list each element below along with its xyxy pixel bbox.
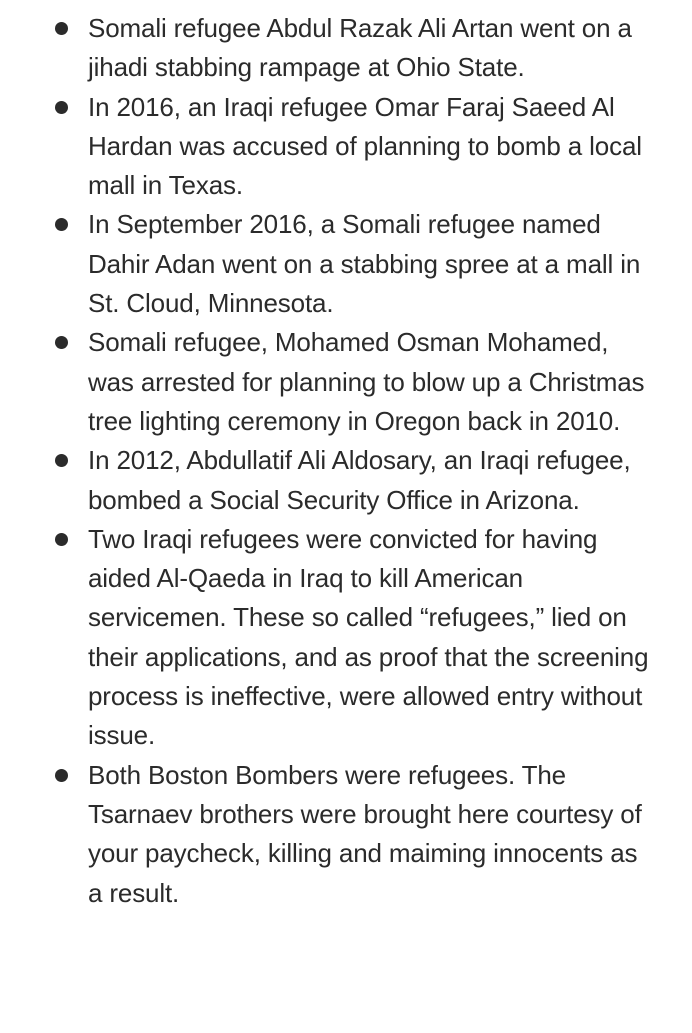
- bullet-icon: [55, 533, 68, 546]
- list-item-text: Somali refugee, Mohamed Osman Mohamed, was arrested for planning to blow up a Christmas tree lighting ceremony in Oregon back in 2010.: [88, 327, 645, 436]
- list-item-text: Two Iraqi refugees were convicted for having aided Al-Qaeda in Iraq to kill American servicemen. These so called “refugees,” lied on their applications, and as proof that the screening process is ineffective, were allowed entry without issue.: [88, 523, 649, 751]
- list-item: [0, 441, 652, 520]
- list-item-text: Both Boston Bombers were refugees. The Tsarnaev brothers were brought here courtesy of your paycheck, killing and maiming innocents as a result.: [88, 759, 642, 908]
- bullet-icon: [55, 218, 68, 231]
- bullet-icon: [55, 336, 68, 349]
- list-item: [0, 520, 652, 756]
- bullet-list: [0, 9, 652, 913]
- list-item: [0, 756, 652, 913]
- list-item: [0, 323, 652, 441]
- list-item: [0, 9, 652, 88]
- list-item-text: In September 2016, a Somali refugee named Dahir Adan went on a stabbing spree at a mall in St. Cloud, Minnesota.: [88, 209, 641, 319]
- bullet-icon: [55, 22, 68, 35]
- list-item-text: In 2012, Abdullatif Ali Aldosary, an Iraqi refugee, bombed a Social Security Office in Arizona.: [88, 445, 631, 515]
- list-item-text: Somali refugee Abdul Razak Ali Artan went on a jihadi stabbing rampage at Ohio State.: [88, 13, 632, 83]
- bullet-icon: [55, 101, 68, 114]
- list-item: [0, 205, 652, 323]
- list-item-text: In 2016, an Iraqi refugee Omar Faraj Saeed Al Hardan was accused of planning to bomb a local mall in Texas.: [88, 91, 642, 201]
- list-item: [0, 88, 652, 206]
- bullet-icon: [55, 454, 68, 467]
- bullet-icon: [55, 769, 68, 782]
